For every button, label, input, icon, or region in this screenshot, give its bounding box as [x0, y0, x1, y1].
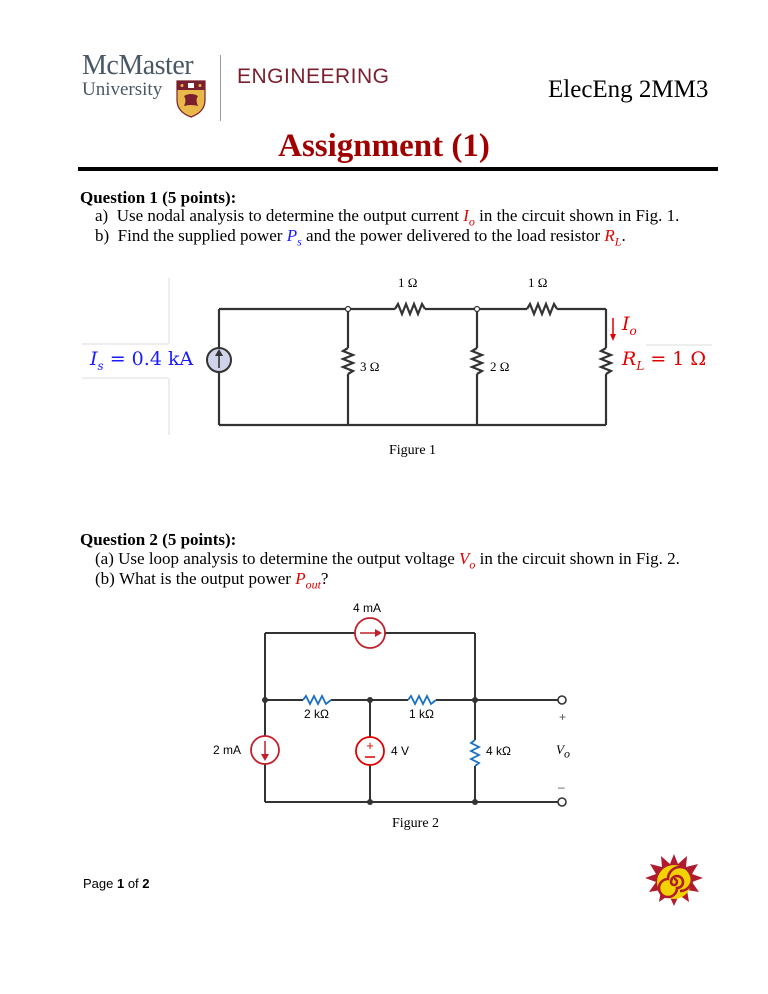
var-pout: $P_{out}$ [295, 569, 321, 592]
fig2-2k-label: 2 kΩ [304, 707, 329, 721]
question-1-heading: Question 1 (5 points): [80, 188, 237, 207]
fig1-r1-label: 1 Ω [398, 275, 418, 290]
var-rl: $R_L$ [604, 226, 622, 249]
question-1a: a) Use nodal analysis to determine the output current $I_o$ in the circuit shown in Fig. 1. [95, 206, 680, 229]
fig2-4v-label: 4 V [391, 744, 410, 758]
question-2a: (a) Use loop analysis to determine the output voltage $V_o$ in the circuit shown in Fig. 2. [95, 549, 680, 572]
fig1-load-label: $R_L = 1$ Ω [622, 348, 707, 373]
fig2-vo-plus: + [559, 710, 567, 724]
title-rule [78, 167, 718, 171]
sun-spiral-logo-icon [643, 850, 705, 910]
mcmaster-logo-university: University [82, 79, 163, 100]
question-2b: (b) What is the output power $P_{out}$? [95, 569, 329, 592]
figure-2-caption: Figure 2 [392, 816, 440, 831]
fig2-2ma-label: 2 mA [213, 743, 242, 757]
fig2-vo-label: $V_o$ [556, 742, 570, 761]
mcmaster-logo-name: McMaster [82, 50, 194, 81]
fig2-4k-label: 4 kΩ [486, 744, 511, 758]
fig2-1k-label: 1 kΩ [409, 707, 434, 721]
var-io: $I_o$ [463, 206, 475, 229]
fig1-r4-label: 2 Ω [490, 359, 510, 374]
course-code: ElecEng 2MM3 [548, 76, 709, 103]
page-number: Page 1 of 2 [83, 876, 150, 891]
fig1-r3-label: 3 Ω [360, 359, 380, 374]
var-vo: $V_o$ [459, 549, 476, 572]
fig2-4ma-label: 4 mA [353, 601, 382, 615]
var-ps: $P_s$ [286, 226, 302, 249]
figure-1-caption: Figure 1 [389, 443, 437, 458]
question-2-heading: Question 2 (5 points): [80, 530, 237, 549]
svg-text:+: + [366, 738, 374, 753]
header-divider [220, 55, 221, 121]
fig1-r2-label: 1 Ω [528, 275, 548, 290]
question-1b: b) Find the supplied power $P_s$ and the power delivered to the load resistor $R_L$. [95, 226, 626, 249]
fig2-vo-minus: – [558, 780, 565, 794]
fig1-io-label: $I_o$ [622, 313, 637, 338]
fig1-source-label: $I_s = 0.4$ kA [90, 348, 194, 373]
page-title: Assignment (1) [278, 128, 490, 164]
faculty-label: ENGINEERING [237, 65, 390, 88]
figure-2-circuit [0, 600, 768, 840]
mcmaster-crest-icon [176, 80, 206, 118]
